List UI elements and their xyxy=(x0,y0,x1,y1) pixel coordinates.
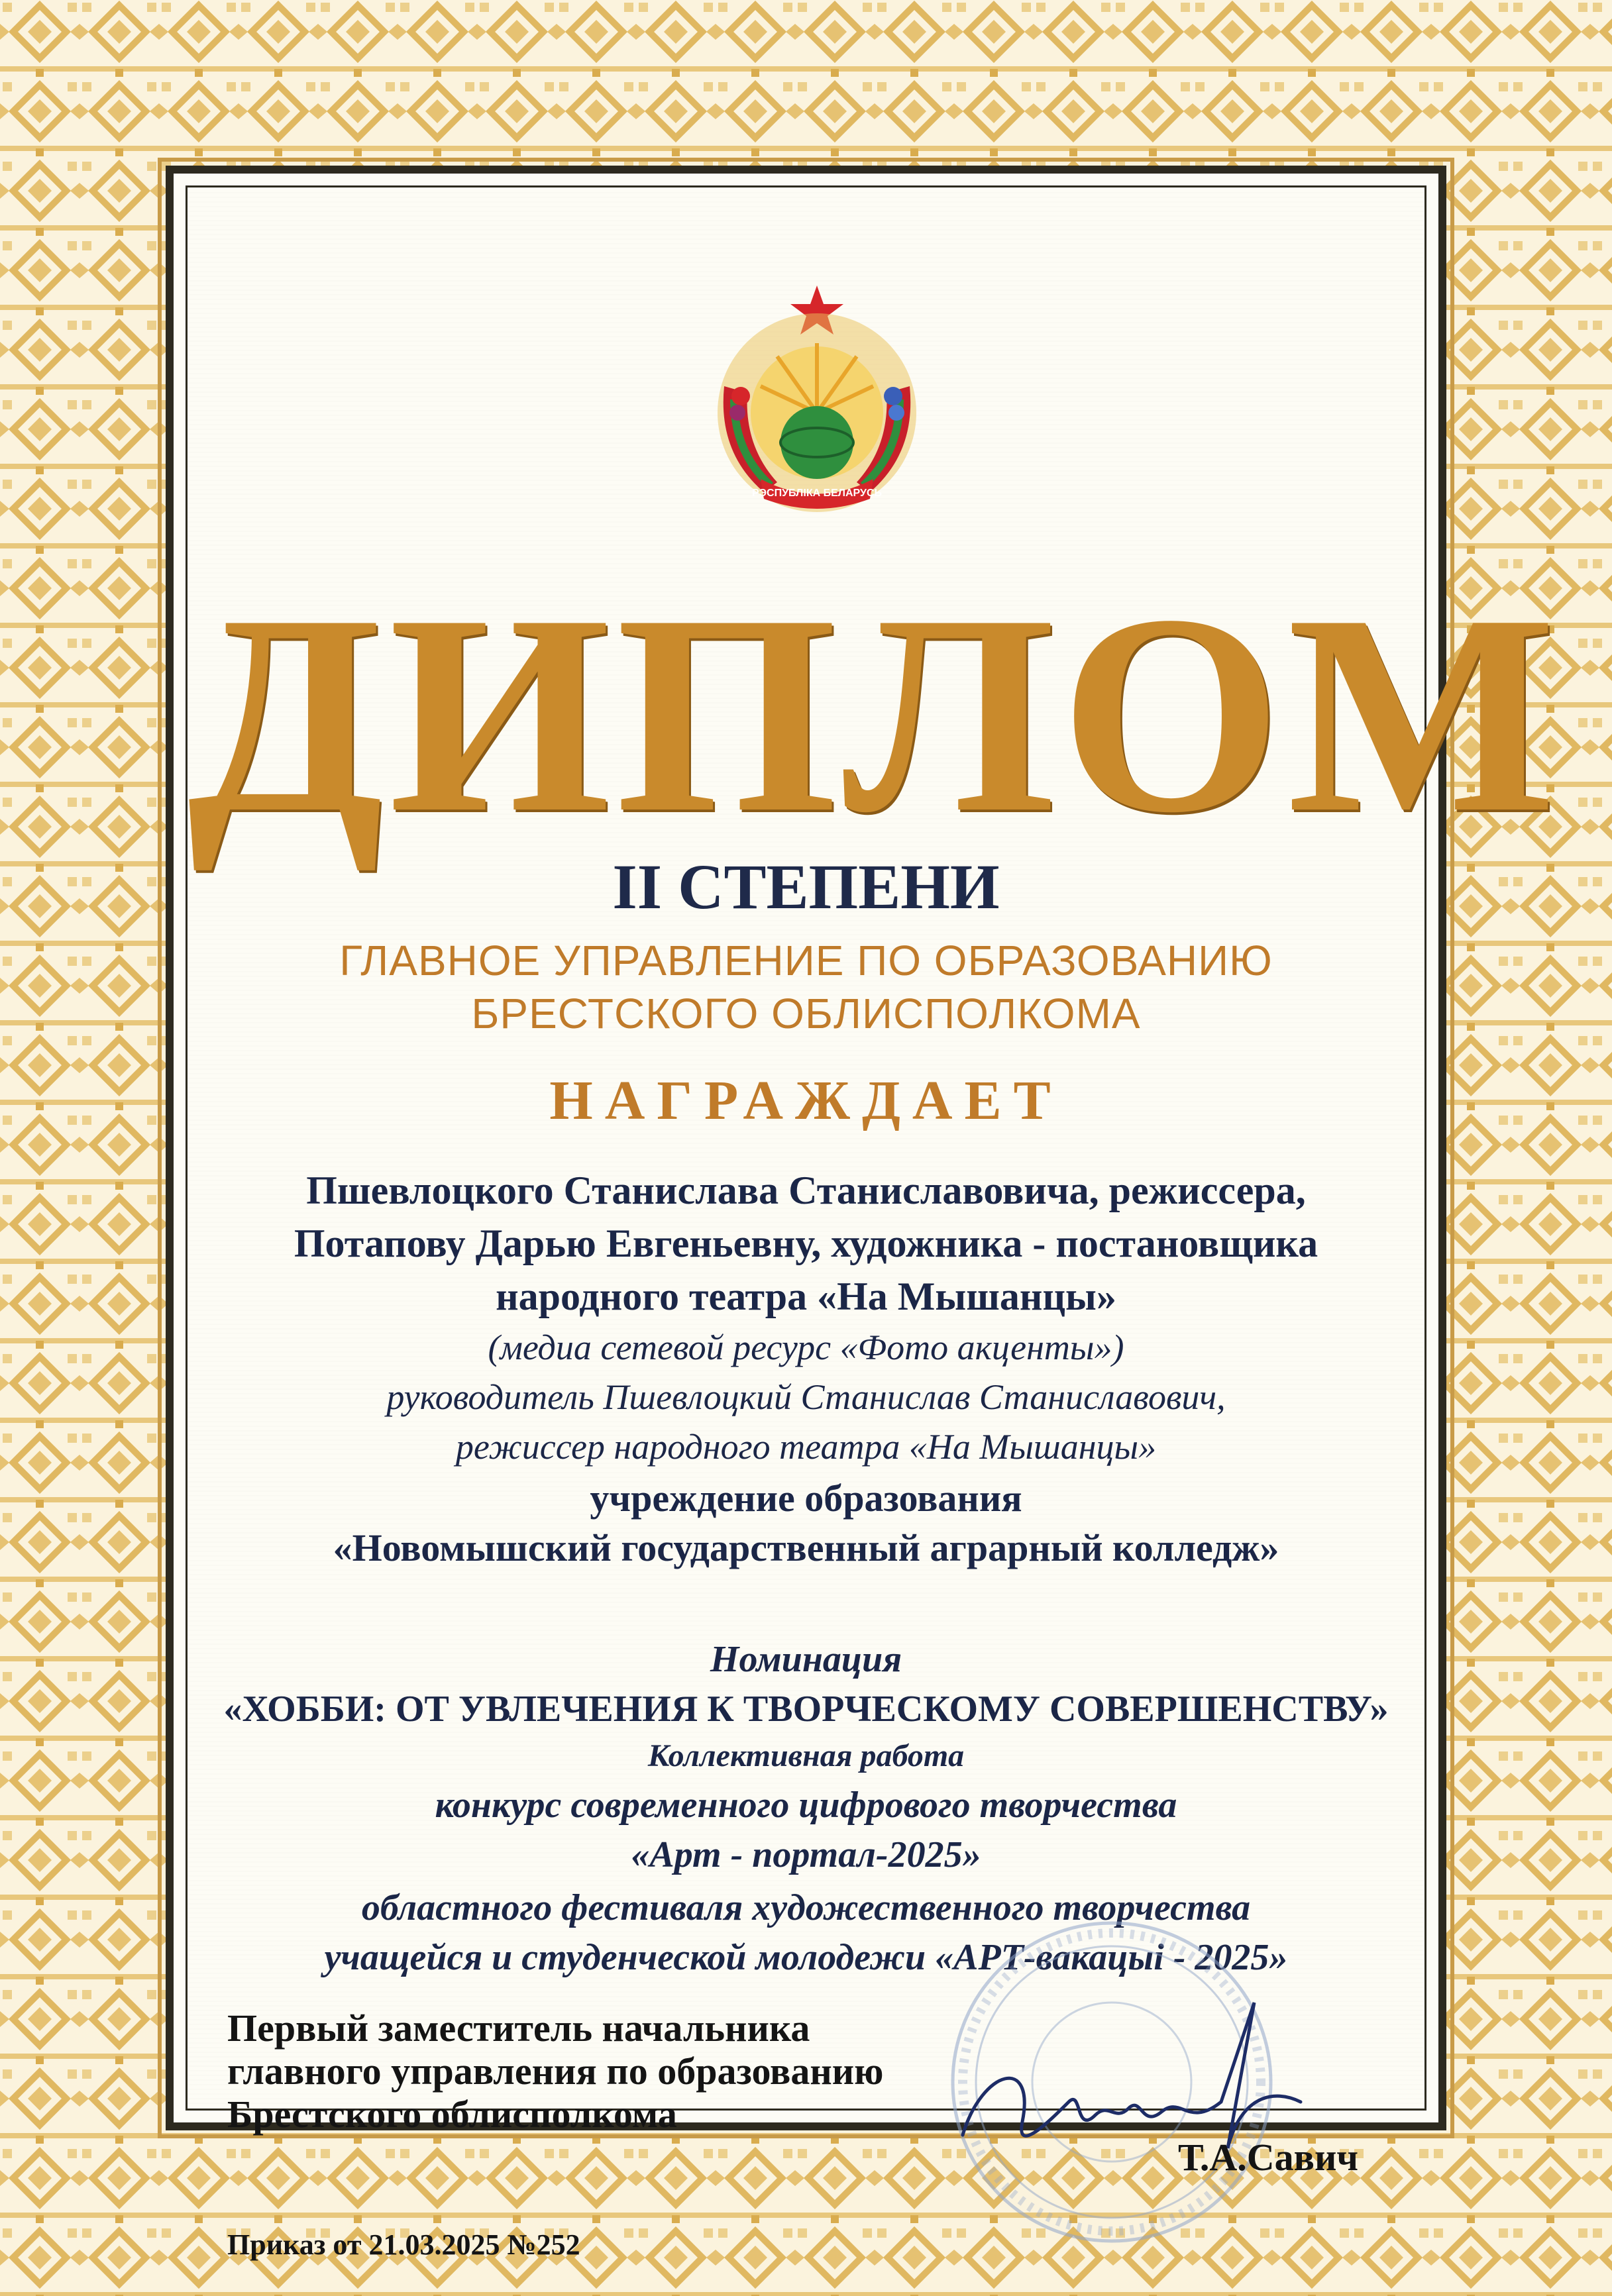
diploma-title: ДИПЛОМ xyxy=(188,556,1562,872)
recipient-line-3: народного театра «На Мышанцы» xyxy=(496,1275,1116,1318)
organization-line-1: ГЛАВНОЕ УПРАВЛЕНИЕ ПО ОБРАЗОВАНИЮ xyxy=(339,937,1273,984)
belarus-emblem-icon xyxy=(698,280,936,519)
organization-line-2: БРЕСТСКОГО ОБЛИСПОЛКОМА xyxy=(471,990,1141,1037)
recipient-line-1: Пшевлоцкого Станислава Станиславовича, режиссера, xyxy=(306,1169,1306,1212)
institution-name: «Новомышский государственный аграрный колледж» xyxy=(333,1526,1279,1569)
award-word: НАГРАЖДАЕТ xyxy=(549,1070,1063,1131)
nomination-label: Номинация xyxy=(710,1639,902,1680)
diploma-panel xyxy=(166,166,1562,2261)
diploma-inner-frame xyxy=(186,185,1562,2261)
contest-name: «Арт - портал-2025» xyxy=(631,1834,981,1875)
festival-line-1: областного фестиваля художественного творчества xyxy=(361,1887,1251,1928)
signer-title-line-2: главного управления по образованию xyxy=(227,2050,884,2093)
nomination-name: «ХОББИ: ОТ УВЛЕЧЕНИЯ К ТВОРЧЕСКОМУ СОВЕРШЕНСТВУ» xyxy=(223,1689,1389,1730)
festival-line-2: учащейся и студенческой молодежи «АРТ-вакацыі - 2025» xyxy=(324,1937,1288,1978)
order-reference: Приказ от 21.03.2025 №252 xyxy=(227,2228,580,2261)
degree-label: II СТЕПЕНИ xyxy=(612,851,1000,922)
recipient-line-2: Потапову Дарью Евгеньевну, художника - постановщика xyxy=(294,1222,1318,1265)
signer-title-line-3: Брестского облисполкома xyxy=(227,2093,677,2136)
work-type: Коллективная работа xyxy=(647,1738,965,1773)
contest-line: конкурс современного цифрового творчества xyxy=(435,1785,1177,1826)
recipient-line-4: (медиа сетевой ресурс «Фото акценты») xyxy=(488,1328,1124,1367)
emblem-ribbon-text: РЭСПУБЛІКА БЕЛАРУСЬ xyxy=(751,488,883,499)
signer-name: Т.А.Савич xyxy=(1178,2136,1359,2179)
signer-title-line-1: Первый заместитель начальника xyxy=(227,2007,810,2050)
institution-type: учреждение образования xyxy=(590,1477,1022,1520)
recipient-line-6: режиссер народного театра «На Мышанцы» xyxy=(455,1427,1157,1467)
recipient-line-5: руководитель Пшевлоцкий Станислав Станиславович, xyxy=(386,1377,1226,1417)
